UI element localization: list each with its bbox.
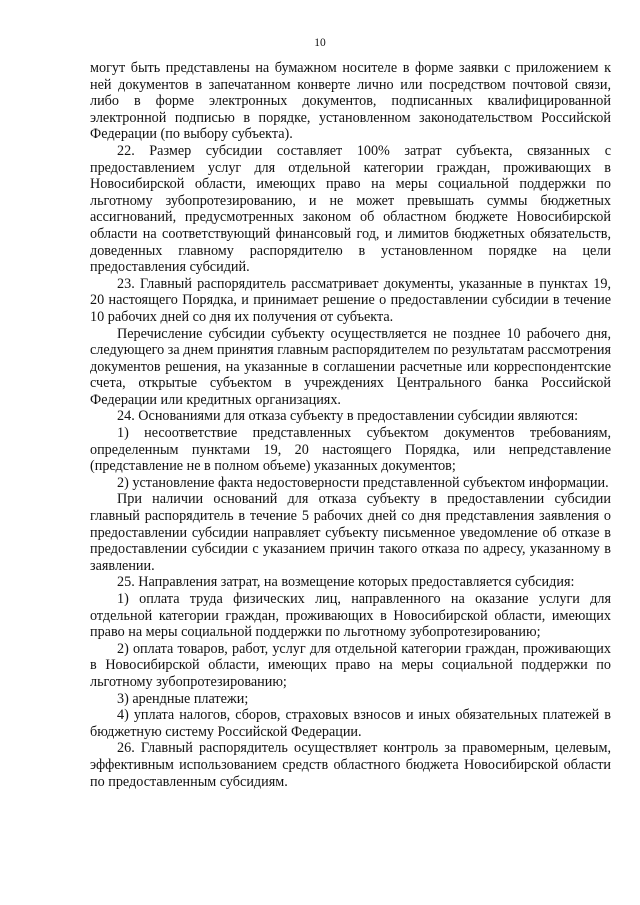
paragraph-refusal-notice: При наличии оснований для отказа субъекту в предоставлении субсидии главный распорядитель в течение 5 рабочих дней со дня представления заявления о предоставлении субсидии направляет субъекту письменное уведомление об отказе в предоставлении субсидии с указанием причин такого отказа по адресу, указанному в заявлении. xyxy=(90,491,611,574)
paragraph-item-25-2: 2) оплата товаров, работ, услуг для отдельной категории граждан, проживающих в Новосибирской области, имеющих право на меры социальной поддержки по льготному зубопротезированию; xyxy=(90,640,611,690)
paragraph-item-25-3: 3) арендные платежи; xyxy=(117,690,249,707)
paragraph-item-23: 23. Главный распорядитель рассматривает документы, указанные в пунктах 19, 20 настоящего Порядка, и принимает решение о предоставлении субсидии в течение 10 рабочих дней со дня их получения от субъекта. xyxy=(90,275,611,325)
paragraph-item-25-4: 4) уплата налогов, сборов, страховых взносов и иных обязательных платежей в бюджетную систему Российской Федерации. xyxy=(90,707,611,740)
paragraph-continuation: могут быть представлены на бумажном носителе в форме заявки с приложением к ней документов в запечатанном конверте лично или посредством почтовой связи, либо в форме электронных документов, подписанных квалифицированной электронной подписью в порядке, установленном законодательством Российской Федерации (по выбору субъекта). xyxy=(90,60,611,143)
paragraph-item-22: 22. Размер субсидии составляет 100% затрат субъекта, связанных с предоставлением услуг для отдельной категории граждан, проживающих в Новосибирской области, имеющих право на меры социальной поддержки по льготному зубопротезированию, и не может превышать суммы бюджетных ассигнований, предусмотренных законом об областном бюджете Новосибирской области на соответствующий финансовый год, и лимитов бюджетных обязательств, доведенных главному распорядителю в установленном порядке на цели предоставления субсидий. xyxy=(90,142,611,276)
paragraph-item-24-2: 2) установление факта недостоверности представленной субъектом информации. xyxy=(117,474,609,491)
page-number: 10 xyxy=(314,37,326,49)
paragraph-item-25-1: 1) оплата труда физических лиц, направленного на оказание услуги для отдельной категории граждан, проживающих в Новосибирской области, имеющих право на меры социальной поддержки по льготному зубопротезированию; xyxy=(90,591,611,641)
paragraph-item-26: 26. Главный распорядитель осуществляет контроль за правомерным, целевым, эффективным использованием средств областного бюджета Новосибирской области по предоставленным субсидиям. xyxy=(90,740,611,790)
paragraph-item-24: 24. Основаниями для отказа субъекту в предоставлении субсидии являются: xyxy=(117,408,579,425)
paragraph-item-25: 25. Направления затрат, на возмещение которых предоставляется субсидия: xyxy=(117,574,575,591)
document-body xyxy=(90,60,611,790)
paragraph-item-24-1: 1) несоответствие представленных субъектом документов требованиям, определенным пунктами 19, 20 настоящего Порядка, или непредставление (представление не в полном объеме) указанных документов; xyxy=(90,425,611,475)
paragraph-transfer: Перечисление субсидии субъекту осуществляется не позднее 10 рабочего дня, следующего за днем принятия главным распорядителем по результатам рассмотрения документов решения, на указанные в соглашении расчетные или корреспондентские счета, открытые субъектом в учреждениях Центрального банка Российской Федерации или кредитных организациях. xyxy=(90,325,611,408)
